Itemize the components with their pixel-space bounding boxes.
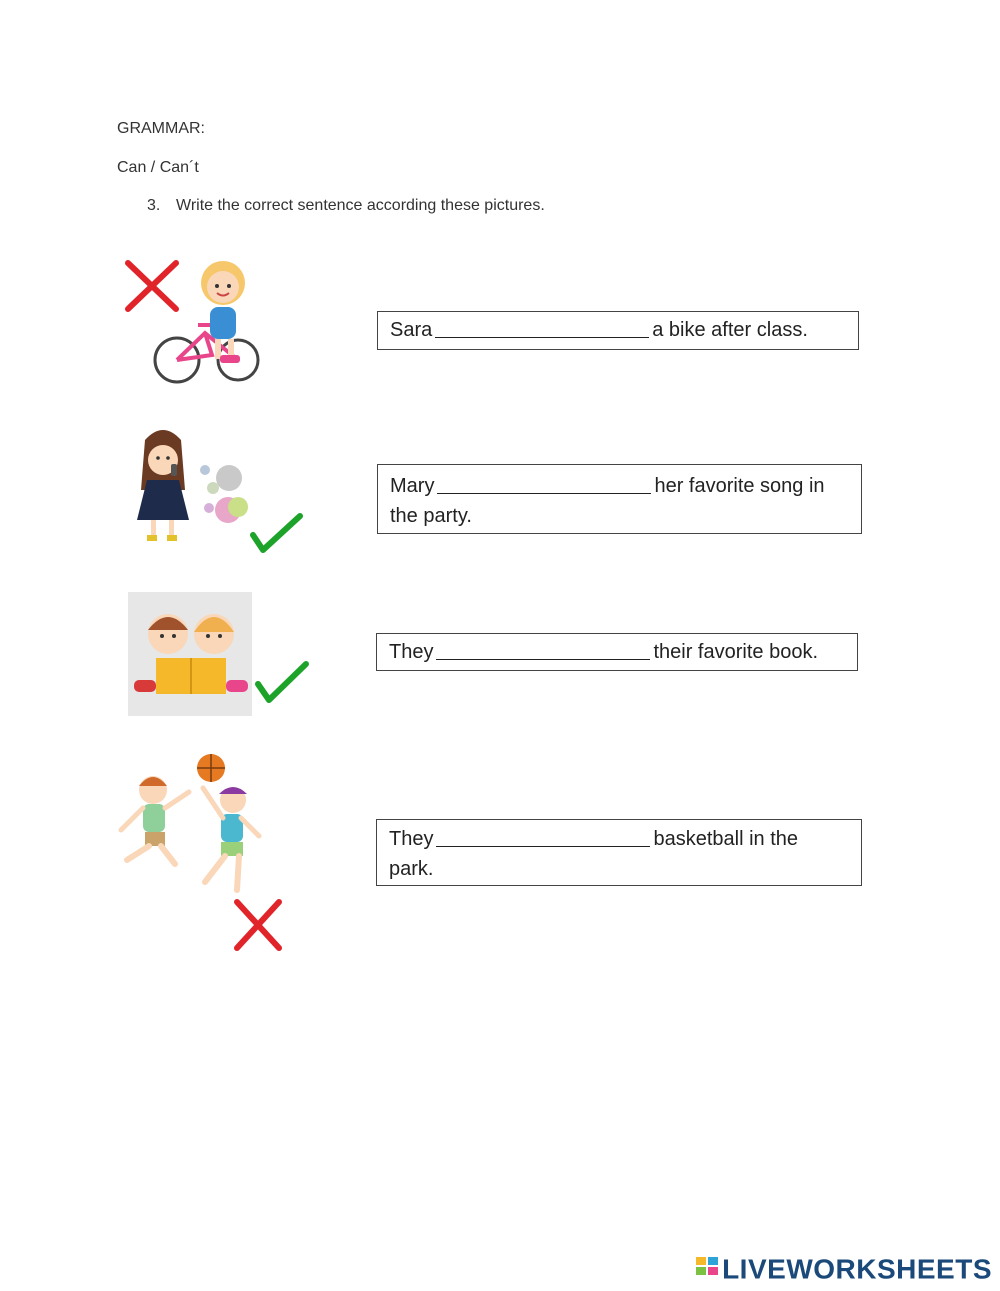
kids-playing-figures-icon (121, 776, 259, 890)
sentence-start: Mary (390, 475, 435, 497)
sentence-start: Sara (390, 319, 433, 341)
check-icon (258, 664, 306, 700)
section-title: GRAMMAR: (117, 120, 205, 137)
sentence-start: They (389, 641, 434, 663)
check-icon (253, 516, 300, 550)
sentence-start: They (389, 828, 434, 850)
music-bubbles-icon (200, 465, 248, 523)
logo-blocks-icon (696, 1257, 718, 1283)
liveworksheets-logo[interactable] (696, 1252, 992, 1286)
bicycle-icon (155, 338, 258, 382)
sentence-box-1 (377, 311, 859, 350)
logo-text: LIVEWORKSHEETS (722, 1253, 992, 1285)
sentence-box-3 (376, 633, 858, 671)
picture-girl-riding-bike (120, 255, 270, 390)
sentence-box-2 (377, 464, 862, 534)
basketball-icon (197, 754, 225, 782)
girl-singing-figure-icon (137, 430, 189, 541)
sentence-end: her favorite song in (654, 475, 825, 497)
sentence-continuation: park. (389, 858, 434, 880)
sentence-continuation: the party. (390, 505, 472, 527)
instruction-number: 3. (147, 197, 161, 214)
instruction-text: Write the correct sentence according these pictures. (176, 197, 545, 214)
answer-blank[interactable] (437, 473, 651, 494)
sentence-end: basketball in the (653, 828, 799, 850)
picture-kids-playing-basketball (113, 752, 293, 957)
instruction (147, 197, 545, 215)
topic-title: Can / Can´t (117, 159, 199, 176)
answer-blank[interactable] (435, 317, 649, 338)
answer-blank[interactable] (436, 639, 650, 660)
picture-kids-reading-book (128, 592, 310, 717)
sentence-end: a bike after class. (652, 319, 808, 341)
cross-icon (237, 902, 279, 948)
sentence-box-4 (376, 819, 862, 886)
sentence-end: their favorite book. (653, 641, 818, 663)
picture-girl-singing-microphone (125, 420, 305, 560)
cross-icon (128, 263, 176, 309)
answer-blank[interactable] (436, 826, 650, 847)
